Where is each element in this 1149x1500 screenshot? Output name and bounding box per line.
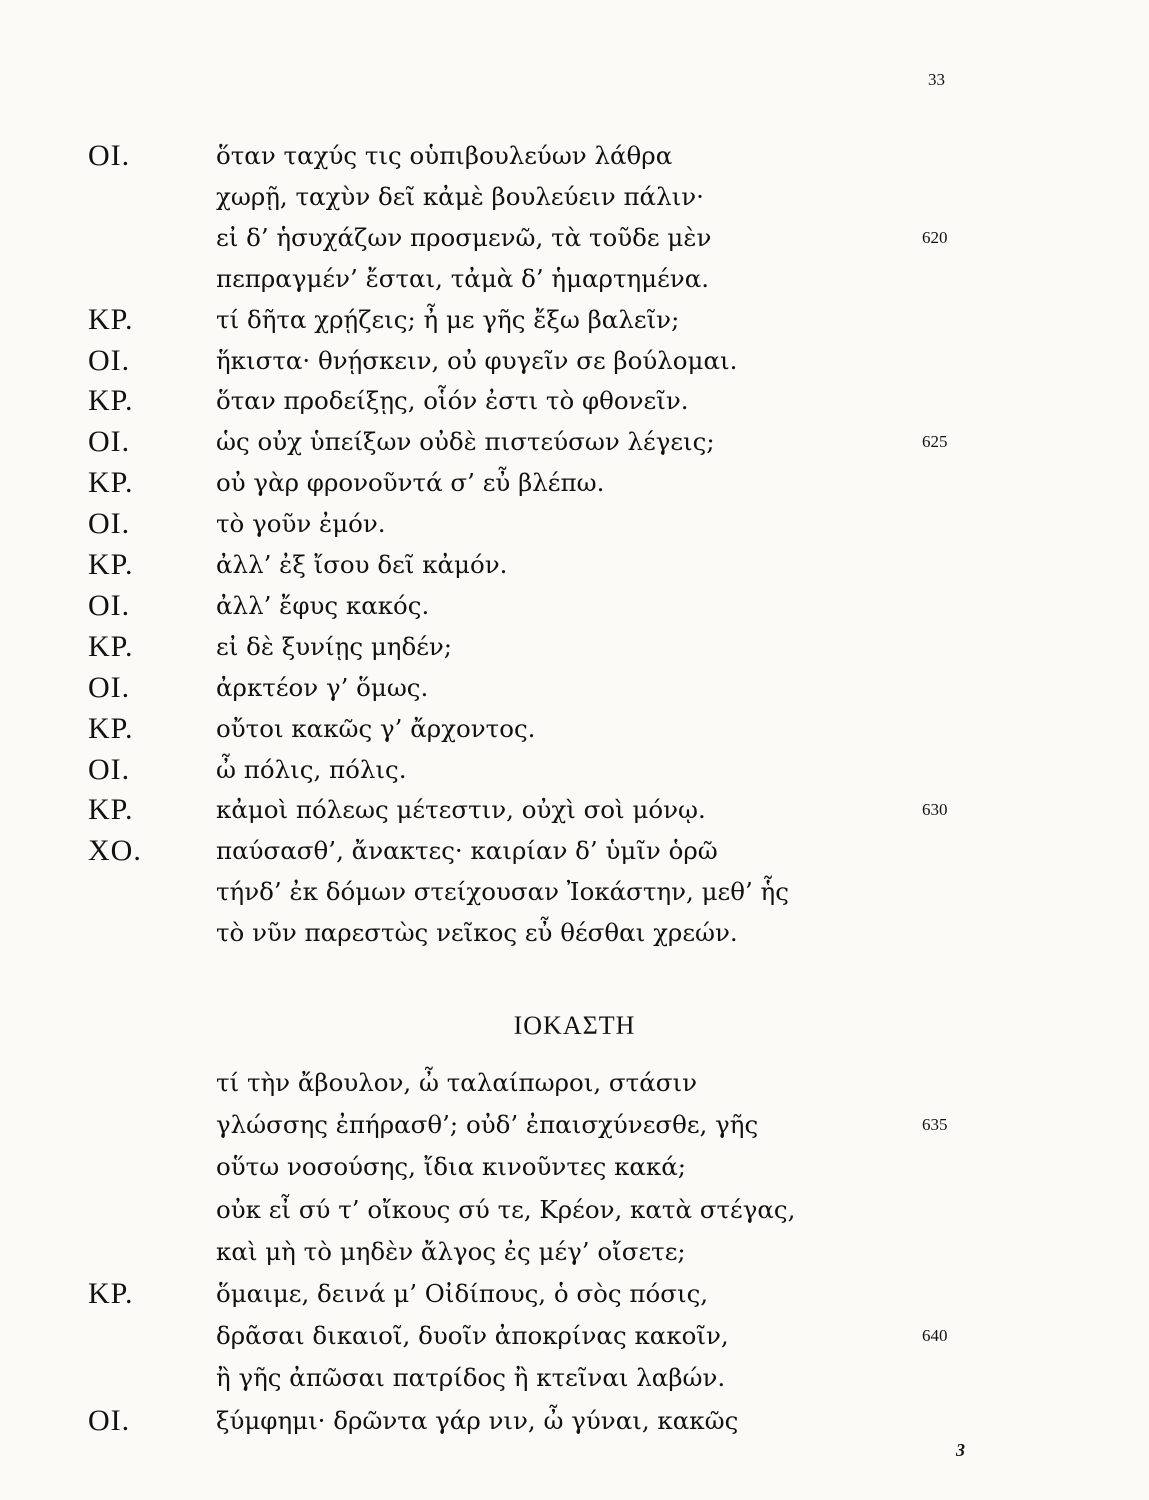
line-number: 635: [922, 1115, 948, 1135]
verse-text: οὔτοι κακῶς γ’ ἄρχοντος.: [216, 713, 536, 743]
verse-text: ὦ πόλις, πόλις.: [216, 754, 407, 784]
verse-text: ὅταν προδείξῃς, οἷόν ἐστι τὸ φθονεῖν.: [216, 386, 689, 416]
verse-text: τὸ νῦν παρεστὼς νεῖκος εὖ θέσθαι χρεών.: [216, 918, 738, 948]
speaker-label: ΚΡ.: [88, 302, 134, 336]
verse-line: [0, 1316, 1149, 1356]
speaker-label: ΟΙ.: [88, 752, 131, 786]
verse-line: [0, 1358, 1149, 1398]
speaker-label: ΟΙ.: [88, 588, 131, 622]
speaker-label: ΚΡ.: [88, 793, 134, 827]
signature-mark: 3: [956, 1440, 965, 1460]
verse-text: οὕτω νοσούσης, ἴδια κινοῦντες κακά;: [216, 1152, 687, 1182]
verse-text: τί τὴν ἄβουλον, ὦ ταλαίπωροι, στάσιν: [216, 1068, 697, 1097]
verse-text: ἥκιστα· θνῄσκειν, οὐ φυγεῖν σε βούλομαι.: [216, 345, 738, 375]
verse-text: πεπραγμέν’ ἔσται, τἀμὰ δ’ ἡμαρτημένα.: [216, 263, 710, 293]
line-number: 640: [922, 1326, 948, 1346]
verse-text: οὐκ εἶ σύ τ’ οἴκους σύ τε, Κρέον, κατὰ στέγας,: [216, 1194, 796, 1224]
speaker-label: ΚΡ.: [88, 629, 134, 663]
verse-text: δρᾶσαι δικαιοῖ, δυοῖν ἀποκρίνας κακοῖν,: [216, 1321, 729, 1351]
character-heading: ΙΟΚΑΣΤΗ: [513, 1011, 636, 1040]
speaker-label: ΚΡ.: [88, 711, 134, 745]
verse-text: ξύμφημι· δρῶντα γάρ νιν, ὦ γύναι, κακῶς: [216, 1405, 739, 1435]
speaker-label: ΟΙ.: [88, 425, 131, 459]
verse-text: κἀμοὶ πόλεως μέτεστιν, οὐχὶ σοὶ μόνῳ.: [216, 795, 706, 825]
verse-text: τήνδ’ ἐκ δόμων στείχουσαν Ἰοκάστην, μεθ’ ἧς: [216, 877, 789, 907]
speaker-label: ΟΙ.: [88, 139, 131, 172]
speaker-label: ΚΡ.: [88, 1277, 134, 1310]
verse-text: εἰ δὲ ξυνίῃς μηδέν;: [216, 631, 453, 661]
verse-text: καὶ μὴ τὸ μηδὲν ἄλγος ἐς μέγ’ οἴσετε;: [216, 1236, 686, 1266]
verse-line: [0, 1401, 1149, 1441]
verse-line: [0, 1190, 1149, 1230]
verse-text: χωρῇ, ταχὺν δεῖ κἀμὲ βουλεύειν πάλιν·: [216, 181, 704, 211]
verse-text: παύσασθ’, ἄνακτες· καιρίαν δ’ ὑμῖν ὁρῶ: [216, 836, 718, 866]
speaker-label: ΚΡ.: [88, 466, 134, 500]
verse-line: [0, 1274, 1149, 1314]
verse-text: εἰ δ’ ἡσυχάζων προσμενῶ, τὰ τοῦδε μὲν: [216, 222, 712, 252]
verse-text: ἢ γῆς ἀπῶσαι πατρίδος ἢ κτεῖναι λαβών.: [216, 1363, 726, 1393]
verse-text: ἀλλ’ ἔφυς κακός.: [216, 590, 430, 620]
verse-line: [0, 1147, 1149, 1187]
verse-line: [0, 1105, 1149, 1145]
verse-text: τὸ γοῦν ἐμόν.: [216, 509, 386, 539]
speaker-label: ΟΙ.: [88, 670, 131, 704]
speaker-label: ΟΙ.: [88, 507, 131, 541]
verse-text: ὡς οὐχ ὑπείξων οὐδὲ πιστεύσων λέγεις;: [216, 427, 715, 457]
line-number: 620: [922, 227, 948, 247]
speaker-label: ΚΡ.: [88, 384, 134, 418]
verse-line: [0, 1232, 1149, 1272]
verse-text: ὅταν ταχύς τις οὑπιβουλεύων λάθρα: [216, 141, 673, 170]
speaker-label: ΟΙ.: [88, 343, 131, 377]
verse-text: ἀρκτέον γ’ ὅμως.: [216, 672, 429, 702]
verse-text: γλώσσης ἐπήρασθ’; οὐδ’ ἐπαισχύνεσθε, γῆς: [216, 1110, 759, 1140]
verse-text: τί δῆτα χρῄζεις; ἦ με γῆς ἔξω βαλεῖν;: [216, 304, 680, 334]
speaker-label: ΟΙ.: [88, 1403, 131, 1437]
verse-text: ἀλλ’ ἐξ ἴσου δεῖ κἀμόν.: [216, 550, 508, 579]
line-number: 625: [922, 432, 948, 452]
speaker-label: ΧΟ.: [88, 834, 142, 868]
page-number: 33: [928, 70, 945, 89]
verse-text: οὐ γὰρ φρονοῦντά σ’ εὖ βλέπω.: [216, 468, 605, 498]
line-number: 630: [922, 800, 948, 820]
speaker-label: ΚΡ.: [88, 548, 134, 581]
verse-line: [0, 1063, 1149, 1103]
verse-text: ὅμαιμε, δεινά μ’ Οἰδίπους, ὁ σὸς πόσις,: [216, 1279, 709, 1308]
